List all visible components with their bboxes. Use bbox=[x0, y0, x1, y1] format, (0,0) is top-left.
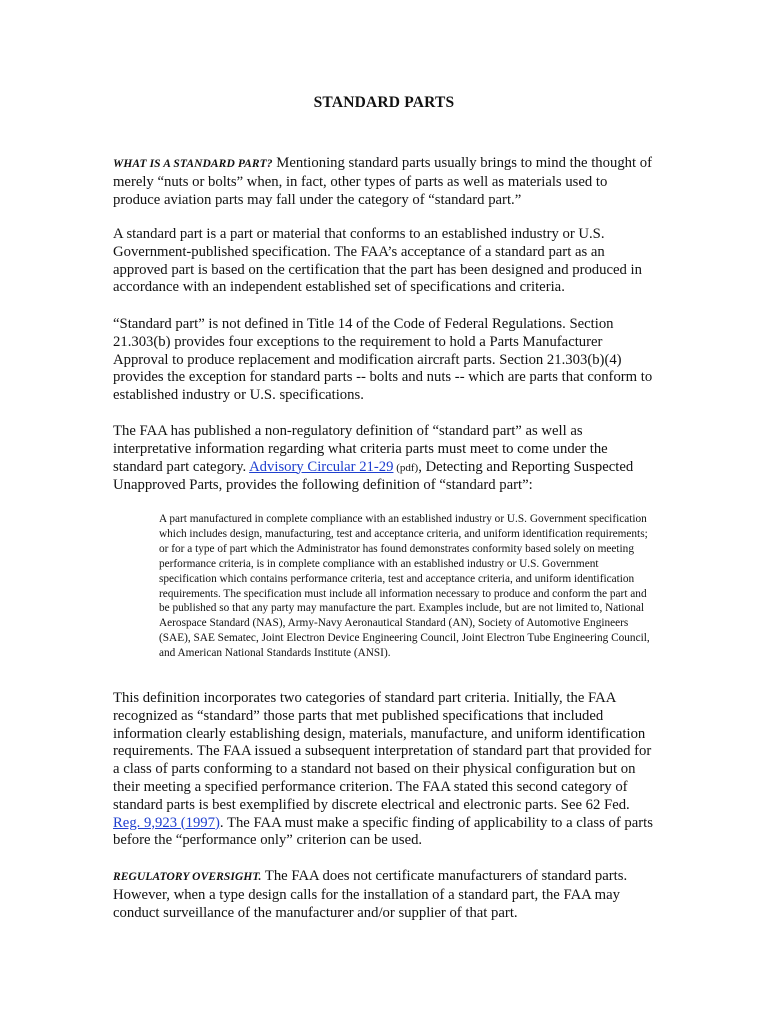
pdf-note: (pdf) bbox=[393, 461, 419, 474]
block-quote-definition: A part manufactured in complete compliance with an established industry or U.S. Government specification which includes design, manufacturing, test and acceptance criteria, and uniform identification requirements; or for a type of part which the Administrator has found demonstrates conformity based solely on meeting performance criteria, is in complete compliance with an established industry or U.S. Government specification which contains performance criteria, test and acceptance criteria, and uniform identification requirements. The specification must include all information necessary to produce and conform the part and be published so that any party may manufacture the part. Examples include, but are not limited to, National Aerospace Standard (NAS), Army-Navy Aeronautical Standard (AN), Society of Automotive Engineers (SAE), SAE Sematec, Joint Electron Device Engineering Council, Joint Electron Tube Engineering Council, and American National Standards Institute (ANSI). bbox=[159, 513, 650, 660]
paragraph-cfr-exceptions: “Standard part” is not defined in Title 14 of the Code of Federal Regulations. Section 21.303(b) provides four exceptions to the requirement to hold a Parts Manufacturer Approval to produce replacement and modification aircraft parts. Section 21.303(b)(4) provides the exception for standard parts -- bolts and nuts -- which are parts that conform to established industry or U.S. specifications. bbox=[113, 316, 653, 404]
paragraph-text: . The FAA must make a specific finding of applicability to a class of parts before the “performance only” criterion can be used. bbox=[113, 814, 653, 849]
paragraph-what-is-standard-part bbox=[113, 155, 658, 209]
document-title: STANDARD PARTS bbox=[313, 94, 455, 111]
paragraph-text: , Detecting and Reporting Suspected Unapproved Parts, provides the following definition of “standard part”: bbox=[113, 458, 634, 494]
paragraph-two-categories bbox=[113, 690, 658, 850]
paragraph-regulatory-oversight bbox=[113, 868, 658, 922]
federal-register-link[interactable]: Reg. 9,923 (1997) bbox=[113, 814, 220, 831]
paragraph-text: The FAA does not certificate manufacturers of standard parts. However, when a type design calls for the installation of a standard part, the FAA may conduct surveillance of the manufacturer and/or supplier of that part. bbox=[113, 868, 628, 921]
section-lead-what-is: WHAT IS A STANDARD PART? bbox=[113, 158, 273, 170]
advisory-circular-link[interactable]: Advisory Circular 21-29 bbox=[249, 458, 394, 475]
paragraph-definition-intro: A standard part is a part or material that conforms to an established industry or U.S. Government-published specification. The FAA’s acceptance of a standard part as an approved part is based on the certification that the part has been designed and produced in accordance with an independent established set of specifications and criteria. bbox=[113, 226, 642, 296]
paragraph-text: This definition incorporates two categories of standard part criteria. Initially, the FAA recognized as “standard” those parts that met published specifications that included information clearly establishing design, materials, manufacture, and uniform identification requirements. The FAA issued a subsequent interpretation of standard part that provided for a class of parts conforming to a standard not based on their physical configuration but on their meeting a specified performance criterion. The FAA stated this second category of standard parts is best exemplified by discrete electrical and electronic parts. See 62 Fed. bbox=[113, 690, 652, 813]
section-lead-regulatory-oversight: REGULATORY OVERSIGHT. bbox=[113, 871, 262, 883]
paragraph-text: Mentioning standard parts usually brings to mind the thought of merely “nuts or bolts” when, in fact, other types of parts as well as materials used to produce aviation parts may fall under the category of “standard part.” bbox=[113, 155, 653, 208]
paragraph-faa-published bbox=[113, 423, 658, 495]
paragraph-text: The FAA has published a non-regulatory definition of “standard part” as well as interpretative information regarding what criteria parts must meet to come under the standard part category. bbox=[113, 423, 608, 475]
